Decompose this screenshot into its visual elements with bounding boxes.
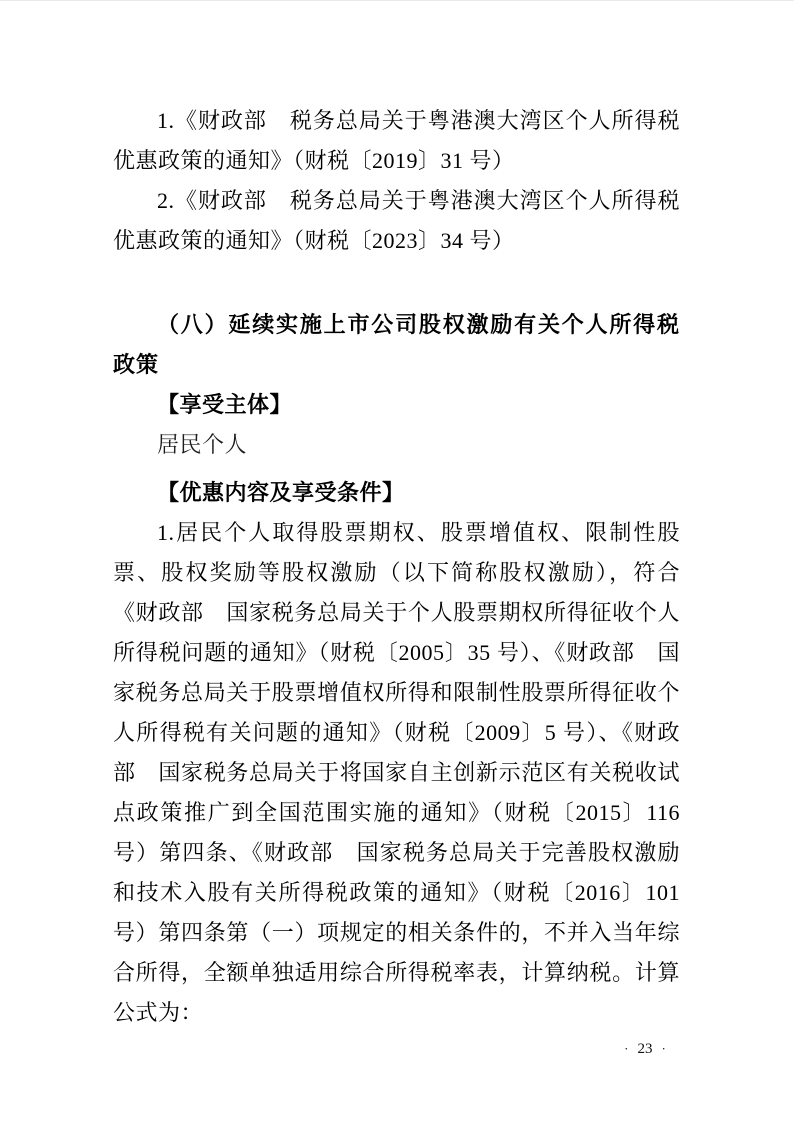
subject-text: 居民个人 bbox=[157, 432, 248, 457]
section-heading: （八）延续实施上市公司股权激励有关个人所得税政策 bbox=[113, 312, 680, 377]
page-content bbox=[113, 101, 680, 1033]
page-number-right-dot: · bbox=[661, 1041, 666, 1056]
content-header: 【优惠内容及享受条件】 bbox=[157, 480, 405, 505]
page-number-value: 23 bbox=[637, 1041, 653, 1057]
reference-item-1: 1.《财政部 税务总局关于粤港澳大湾区个人所得税优惠政策的通知》（财税〔2019〕31 号） bbox=[113, 108, 680, 173]
subject-header: 【享受主体】 bbox=[157, 392, 293, 417]
page-number-left-dot: · bbox=[624, 1041, 629, 1056]
page-number bbox=[612, 1039, 678, 1059]
reference-item-2: 2.《财政部 税务总局关于粤港澳大湾区个人所得税优惠政策的通知》（财税〔2023〕34 号） bbox=[113, 188, 680, 253]
content-paragraph: 1.居民个人取得股票期权、股票增值权、限制性股票、股权奖励等股权激励（以下简称股权激励），符合《财政部 国家税务总局关于个人股票期权所得征收个人所得税问题的通知》（财税〔2005〕35 号）、《财政部 国家税务总局关于股票增值权所得和限制性股票所得征收个人所得税有关问题的通知》（财税〔2009〕5 号）、《财政部 国家税务总局关于将国家自主创新示范区有关税收试点政策推广到全国范围实施的通知》（财税〔2015〕116 号）第四条、《财政部 国家税务总局关于完善股权激励和技术入股有关所得税政策的通知》（财税〔2016〕101 号）第四条第（一）项规定的相关条件的，不并入当年综合所得，全额单独适用综合所得税率表，计算纳税。计算公式为： bbox=[113, 520, 680, 1025]
